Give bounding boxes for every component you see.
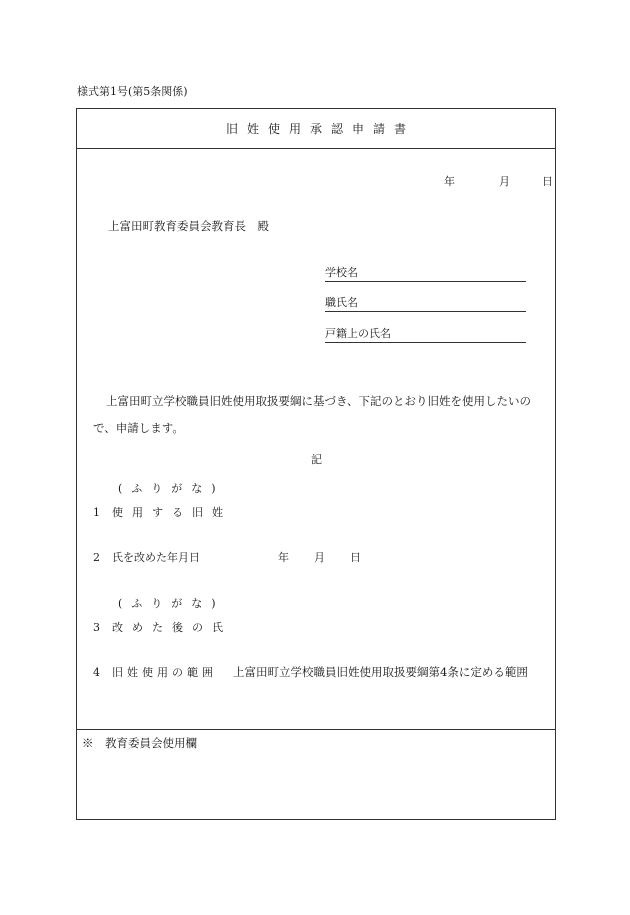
school-name-label: 学校名	[325, 266, 358, 279]
form-reference: 様式第1号(第5条関係)	[77, 85, 188, 98]
registered-name-field[interactable]	[325, 328, 526, 343]
ki-heading: 記	[311, 453, 322, 466]
date-year: 年	[444, 175, 455, 188]
office-section-divider	[76, 729, 556, 730]
item2-number: 2	[93, 551, 100, 564]
item3-number: 3	[93, 621, 100, 634]
item4-label: 旧姓使用の範囲	[112, 666, 217, 679]
application-date	[444, 176, 553, 187]
item1-label: 使用する旧姓	[112, 506, 232, 519]
item4-number: 4	[93, 666, 100, 679]
furigana-label-3: (ふりがな)	[118, 597, 225, 610]
school-name-field[interactable]	[325, 267, 526, 282]
item1-number: 1	[93, 506, 100, 519]
position-name-field[interactable]	[325, 297, 526, 312]
registered-name-label: 戸籍上の氏名	[325, 327, 391, 340]
title-row	[76, 108, 556, 149]
office-use-note: ※ 教育委員会使用欄	[82, 736, 197, 750]
application-statement: 上富田町立学校職員旧姓使用取扱要綱に基づき、下記のとおり旧姓を使用したいので、申請します。	[93, 394, 532, 435]
item2-month: 月	[314, 551, 325, 564]
item2-label: 氏を改めた年月日	[112, 551, 200, 564]
item2-year: 年	[278, 551, 289, 564]
item4-value: 上富田町立学校職員旧姓使用取扱要綱第4条に定める範囲	[233, 665, 528, 679]
addressee: 上富田町教育委員会教育長 殿	[108, 219, 269, 233]
date-month: 月	[499, 175, 510, 188]
form-title: 旧姓使用承認申請書	[225, 121, 415, 136]
position-name-label: 職氏名	[325, 296, 358, 309]
item2-day: 日	[350, 551, 361, 564]
item3-label: 改めた後の氏	[112, 621, 232, 634]
date-day: 日	[542, 175, 553, 188]
furigana-label-1: (ふりがな)	[118, 482, 225, 495]
